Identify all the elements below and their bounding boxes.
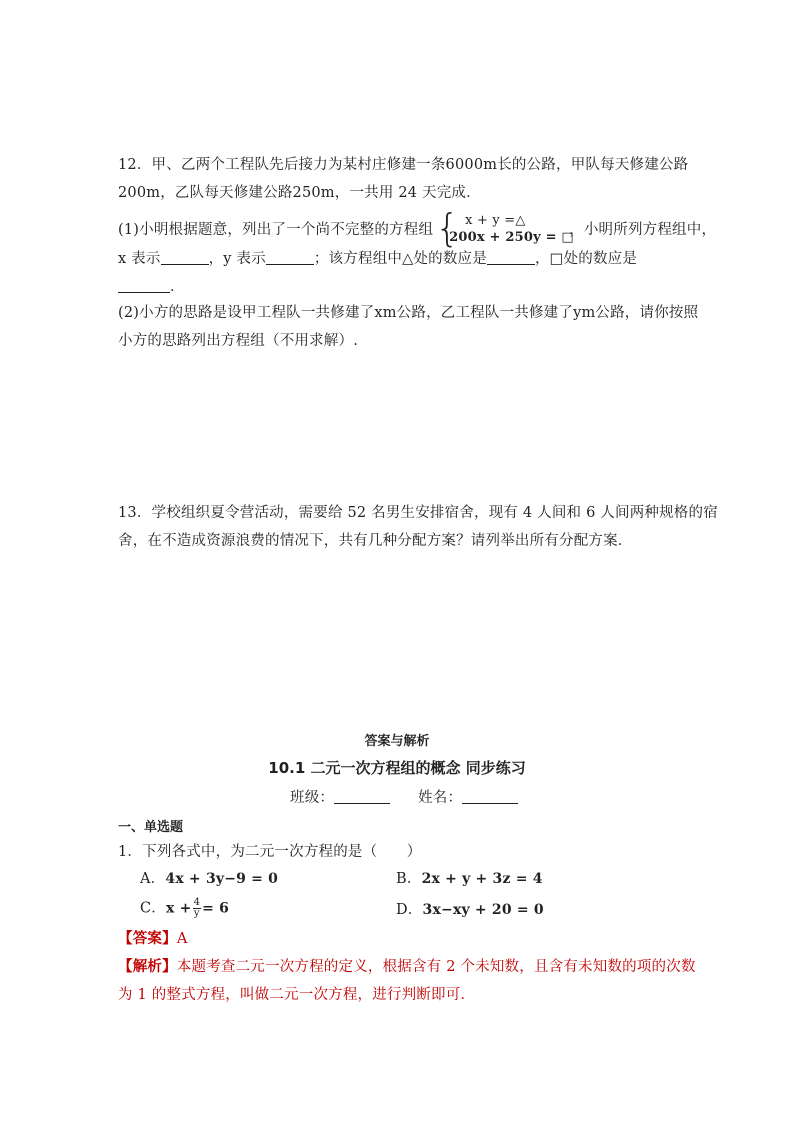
y-meaning-label: ，y 表示 (208, 251, 266, 267)
option-c-rest: = 6 (202, 900, 230, 917)
analysis-tag: 【解析】 (118, 958, 177, 975)
analysis-line1 (118, 957, 696, 977)
option-c-fraction (193, 898, 202, 919)
fraction-denominator: y (193, 908, 200, 919)
equation-2: 200x + 250y = □ (449, 230, 574, 245)
option-d-math: 3x−xy + 20 = 0 (422, 902, 544, 918)
q1-stem: 1．下列各式中，为二元一次方程的是（ ） (118, 844, 422, 860)
option-b[interactable] (396, 869, 543, 889)
option-d[interactable] (396, 900, 544, 920)
q12-line1: 12．甲、乙两个工程队先后接力为某村庄修建一条6000m长的公路，甲队每天修建公路 (118, 157, 689, 173)
class-label: 班级： (290, 790, 335, 806)
fraction-numerator: 4 (193, 897, 201, 908)
option-a-math: 4x + 3y−9 = 0 (165, 871, 279, 887)
y-meaning-blank[interactable] (266, 249, 314, 265)
equation-system (435, 206, 574, 250)
x-meaning-label: x 表示 (118, 251, 161, 267)
q12-line2: 200m，乙队每天修建公路250m，一共用 24 天完成． (118, 185, 481, 201)
class-field[interactable] (334, 788, 390, 804)
q12-part1-prefix: (1)小明根据题意，列出了一个尚不完整的方程组 (118, 222, 434, 238)
option-c-x: x + (166, 900, 192, 917)
q13-line2: 舍，在不造成资源浪费的情况下，共有几种分配方案？请列举出所有分配方案． (118, 533, 633, 549)
option-a-label: A． (140, 871, 166, 887)
analysis-text-1: 本题考查二元一次方程的定义，根据含有 2 个未知数，且含有未知数的项的次数 (176, 959, 696, 975)
brace-icon: { (435, 206, 460, 250)
triangle-value-blank[interactable] (487, 249, 535, 265)
q12-line5-end: ． (170, 279, 185, 295)
option-c-label: C． (140, 900, 166, 917)
triangle-value-label: ；该方程组中△处的数应是 (313, 251, 487, 267)
answer-tag: 【答案】 (118, 930, 177, 947)
x-meaning-blank[interactable] (161, 249, 209, 265)
q12-part1 (118, 206, 717, 250)
q12-line4 (118, 249, 637, 269)
option-c[interactable] (140, 898, 229, 919)
class-name-row (290, 788, 518, 808)
q12-part2-line2: 小方的思路列出方程组（不用求解）. (118, 333, 359, 349)
q12-line5 (118, 277, 185, 297)
option-b-label: B． (396, 871, 422, 887)
name-field[interactable] (462, 788, 518, 804)
option-b-math: 2x + y + 3z = 4 (421, 871, 543, 887)
answer-value: A (176, 931, 188, 947)
q12-part1-suffix: ，小明所列方程组中， (569, 222, 717, 238)
q13-line1: 13．学校组织夏令营活动，需要给 52 名男生安排宿舍，现有 4 人间和 6 人间两种规格的宿 (118, 505, 718, 521)
page-title: 10.1 二元一次方程组的概念 同步练习 (268, 759, 526, 777)
name-label: 姓名： (418, 790, 463, 806)
answers-heading: 答案与解析 (364, 734, 430, 749)
square-value-label: ，□处的数应是 (534, 251, 638, 267)
analysis-line2: 为 1 的整式方程，叫做二元一次方程，进行判断即可． (118, 987, 476, 1003)
q12-part2-line1: (2)小方的思路是设甲工程队一共修建了xm公路，乙工程队一共修建了ym公路，请你按照 (118, 305, 699, 321)
square-value-blank[interactable] (118, 277, 170, 293)
option-d-label: D． (396, 902, 423, 918)
option-a[interactable] (140, 869, 278, 889)
equation-1: x + y =△ (465, 213, 526, 228)
answer-row (118, 929, 187, 949)
section-heading: 一、单选题 (118, 820, 184, 835)
